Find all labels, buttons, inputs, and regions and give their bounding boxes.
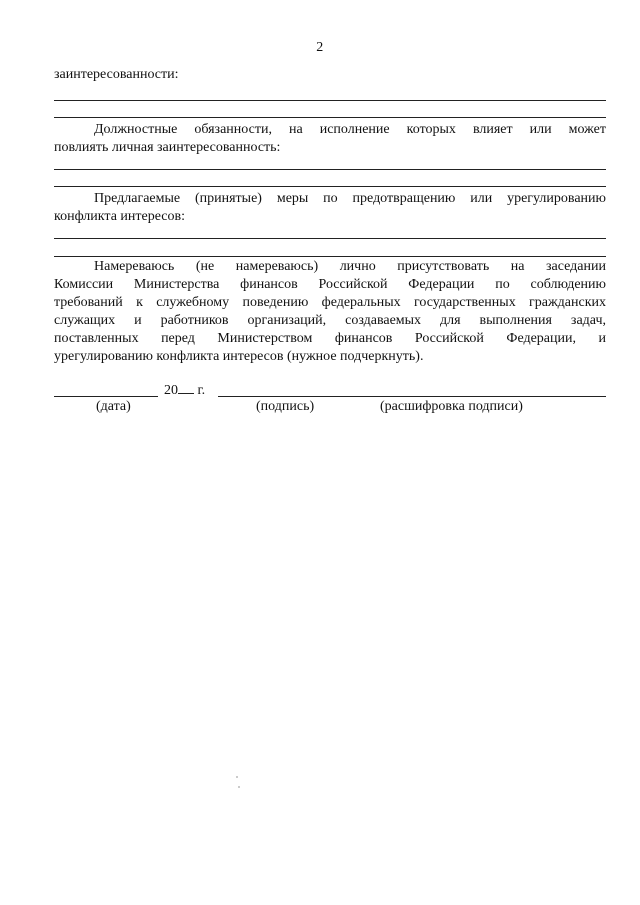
paragraph-line: конфликта интересов:	[54, 209, 185, 224]
date-caption: (дата)	[96, 399, 131, 414]
paragraph-line: Намереваюсь (не намереваюсь) лично присутствовать на заседании	[94, 259, 606, 274]
scan-speck	[238, 786, 240, 788]
fill-line	[54, 256, 606, 257]
paragraph-line: Должностные обязанности, на исполнение которых влияет или может	[94, 122, 606, 137]
paragraph-line: Предлагаемые (принятые) меры по предотвращению или урегулированию	[94, 191, 606, 206]
paragraph-line: повлиять личная заинтересованность:	[54, 140, 281, 155]
year-prefix: 20	[164, 383, 178, 398]
date-line	[54, 396, 158, 397]
fill-line	[54, 100, 606, 101]
signature-row	[54, 381, 606, 401]
duties-paragraph	[54, 121, 606, 157]
fill-line	[54, 117, 606, 118]
paragraph-line: урегулированию конфликта интересов (нужное подчеркнуть).	[54, 349, 424, 364]
signature-caption: (подпись)	[256, 399, 315, 414]
fill-line	[54, 169, 606, 170]
paragraph-line: требований к служебному поведению федеральных государственных гражданских	[54, 295, 606, 310]
measures-paragraph	[54, 190, 606, 226]
paragraph-line: Комиссии Министерства финансов Российской Федерации по соблюдению	[54, 277, 606, 292]
transcript-caption: (расшифровка подписи)	[380, 399, 523, 414]
year-suffix: г.	[194, 383, 206, 398]
intent-paragraph	[54, 258, 606, 366]
fill-line	[54, 238, 606, 239]
year-blank	[178, 381, 194, 394]
paragraph-line: поставленных перед Министерством финансов Российской Федерации, и	[54, 331, 606, 346]
continuation-text: заинтересованности:	[54, 67, 179, 82]
signature-line	[218, 396, 606, 397]
paragraph-line: служащих и работников организаций, создаваемых для выполнения задач,	[54, 313, 606, 328]
scan-speck	[236, 776, 238, 778]
page-number: 2	[316, 40, 324, 55]
fill-line	[54, 186, 606, 187]
year-field	[164, 381, 205, 399]
